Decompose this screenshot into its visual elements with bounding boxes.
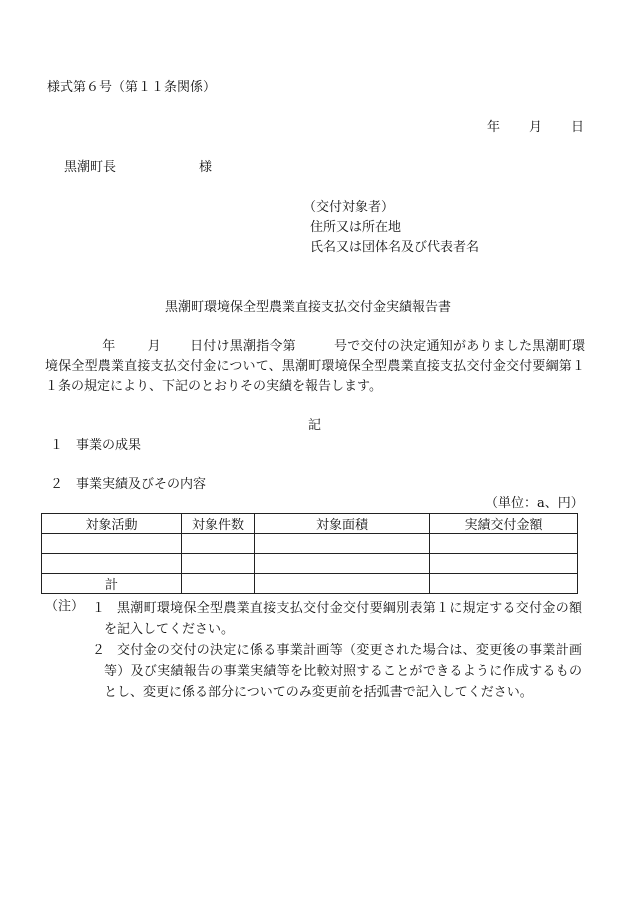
unit-label: （単位：a、円） <box>485 496 584 511</box>
header-cell: 対象活動 <box>42 514 182 534</box>
note-text: 黒潮町環境保全型農業直接支払交付金交付要綱別表第１に規定する交付金の額を記入してください。 <box>104 601 582 637</box>
table-cell[interactable] <box>42 534 182 554</box>
date-month: 月 <box>529 120 543 135</box>
table-cell[interactable] <box>182 554 255 574</box>
table-total-row <box>42 574 578 594</box>
table-cell[interactable] <box>430 554 578 574</box>
section-1: １ 事業の成果 <box>50 438 142 453</box>
table-header-row <box>42 514 578 534</box>
table-cell[interactable] <box>182 534 255 554</box>
body-ref: 日付け黒潮指令第 <box>189 339 296 354</box>
document-title: 黒潮町環境保全型農業直接支払交付金実績報告書 <box>165 300 452 315</box>
applicant-name: 氏名又は団体名及び代表者名 <box>310 240 480 255</box>
note-text: 交付金の交付の決定に係る事業計画等（変更された場合は、変更後の事業計画等）及び実績報告の事業実績等を比較対照することができるように作成するものとし、変更に係る部分についてのみ変更前を括弧書で記入してください。 <box>104 643 582 700</box>
table-row <box>42 534 578 554</box>
total-label-cell: 計 <box>42 574 182 594</box>
note-text-1 <box>104 598 582 640</box>
table-cell[interactable] <box>430 574 578 594</box>
section-2: ２ 事業実績及びその内容 <box>50 477 207 492</box>
body-year: 年 <box>102 339 116 354</box>
results-table <box>41 513 578 594</box>
body-month: 月 <box>147 339 161 354</box>
applicant-label: （交付対象者） <box>303 200 395 215</box>
date-day: 日 <box>571 120 585 135</box>
applicant-address: 住所又は所在地 <box>310 220 402 235</box>
table-cell[interactable] <box>182 574 255 594</box>
addressee-name: 黒潮町長 <box>64 160 117 175</box>
note-number: １ <box>92 601 106 616</box>
table-cell[interactable] <box>430 534 578 554</box>
notes-label: （注） <box>45 599 85 614</box>
table-row <box>42 554 578 574</box>
body-paragraph <box>45 337 585 397</box>
addressee-honorific: 様 <box>199 160 213 175</box>
note-number: ２ <box>92 643 106 658</box>
form-number: 様式第６号（第１１条関係） <box>47 80 217 95</box>
table-cell[interactable] <box>42 554 182 574</box>
header-cell: 実績交付金額 <box>430 514 578 534</box>
body-text: 号で交付の決定通知がありました黒潮町環境保全型農業直接支払交付金について、黒潮町環境保全型農業直接支払交付金交付要綱第１１条の規定により、下記のとおりその実績を報告します。 <box>45 339 585 394</box>
header-cell: 対象面積 <box>255 514 430 534</box>
ki-heading: 記 <box>308 418 322 433</box>
date-year: 年 <box>487 120 501 135</box>
table-cell[interactable] <box>255 574 430 594</box>
table-cell[interactable] <box>255 554 430 574</box>
header-cell: 対象件数 <box>182 514 255 534</box>
table-cell[interactable] <box>255 534 430 554</box>
